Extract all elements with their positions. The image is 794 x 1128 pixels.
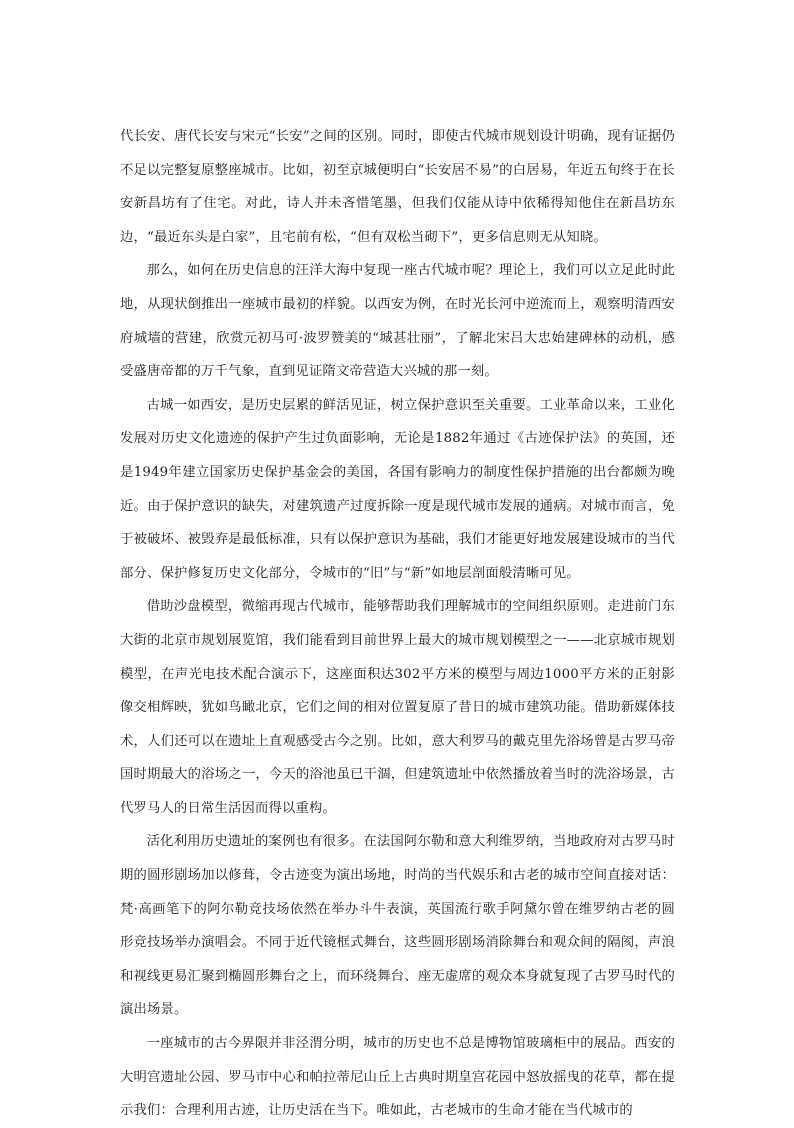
paragraph-3: 古城一如西安，是历史层累的鲜活见证，树立保护意识至关重要。工业革命以来，工业化发展对历史文化遗迹的保护产生过负面影响，无论是1882年通过《古迹保护法》的英国，还是1949年建立国家历史保护基金会的美国，各国有影响力的制度性保护措施的出台都颇为晚近。由于保护意识的缺失，对建筑遗产过度拆除一度是现代城市发展的通病。对城市而言，免于被破坏、被毁弃是最低标准，只有以保护意识为基础，我们才能更好地发展建设城市的当代部分、保护修复历史文化部分，令城市的“旧”与“新”如地层剖面般清晰可见。 bbox=[120, 397, 675, 581]
paragraph-6: 一座城市的古今界限并非泾渭分明，城市的历史也不总是博物馆玻璃柜中的展品。西安的大明宫遗址公园、罗马市中心和帕拉蒂尼山丘上古典时期皇宫花园中怒放摇曳的花草，都在提示我们：合理利用古迹，让历史活在当下。唯如此，古老城市的生命才能在当代城市的 bbox=[120, 1036, 675, 1119]
paragraph-1: 代长安、唐代长安与宋元“长安”之间的区别。同时，即使古代城市规划设计明确，现有证据仍不足以完整复原整座城市。比如，初至京城便明白“长安居不易”的白居易，年近五旬终于在长安新昌坊有了住宅。对此，诗人并未吝惜笔墨，但我们仅能从诗中依稀得知他住在新昌坊东边，“最近东头是白家”，且宅前有松，“但有双松当砌下”，更多信息则无从知晓。 bbox=[120, 129, 675, 245]
paragraph-2: 那么，如何在历史信息的汪洋大海中复现一座古代城市呢？理论上，我们可以立足此时此地，从现状倒推出一座城市最初的样貌。以西安为例，在时光长河中逆流而上，观察明清西安府城墙的营建，欣赏元初马可·波罗赞美的“城甚壮丽”，了解北宋吕大忠始建碑林的动机，感受盛唐帝都的万千气象，直到见证隋文帝营造大兴城的那一刻。 bbox=[120, 263, 675, 380]
paragraph-5: 活化利用历史遗址的案例也有很多。在法国阿尔勒和意大利维罗纳，当地政府对古罗马时期的圆形剧场加以修葺，令古迹变为演出场地，时尚的当代娱乐和古老的城市空间直接对话：梵·高画笔下的阿尔勒竞技场依然在举办斗牛表演，英国流行歌手阿黛尔曾在维罗纳古老的圆形竞技场举办演唱会。不同于近代镜框式舞台，这些圆形剧场消除舞台和观众间的隔阂，声浪和视线更易汇聚到椭圆形舞台之上，而环绕舞台、座无虚席的观众本身就复现了古罗马时代的演出场景。 bbox=[120, 834, 675, 1018]
article-body bbox=[120, 120, 675, 1128]
paragraph-4: 借助沙盘模型，微缩再现古代城市，能够帮助我们理解城市的空间组织原则。走进前门东大街的北京市规划展览馆，我们能看到目前世界上最大的城市规划模型之一——北京城市规划模型，在声光电技术配合演示下，这座面积达302平方米的模型与周边1000平方米的正射影像交相辉映，犹如鸟瞰北京，它们之间的相对位置复原了昔日的城市建筑功能。借助新媒体技术，人们还可以在遗址上直观感受古今之别。比如，意大利罗马的戴克里先浴场曾是古罗马帝国时期最大的浴场之一，今天的浴池虽已干涸，但建筑遗址中依然播放着当时的洗浴场景，古代罗马人的日常生活因而得以重构。 bbox=[120, 599, 675, 816]
